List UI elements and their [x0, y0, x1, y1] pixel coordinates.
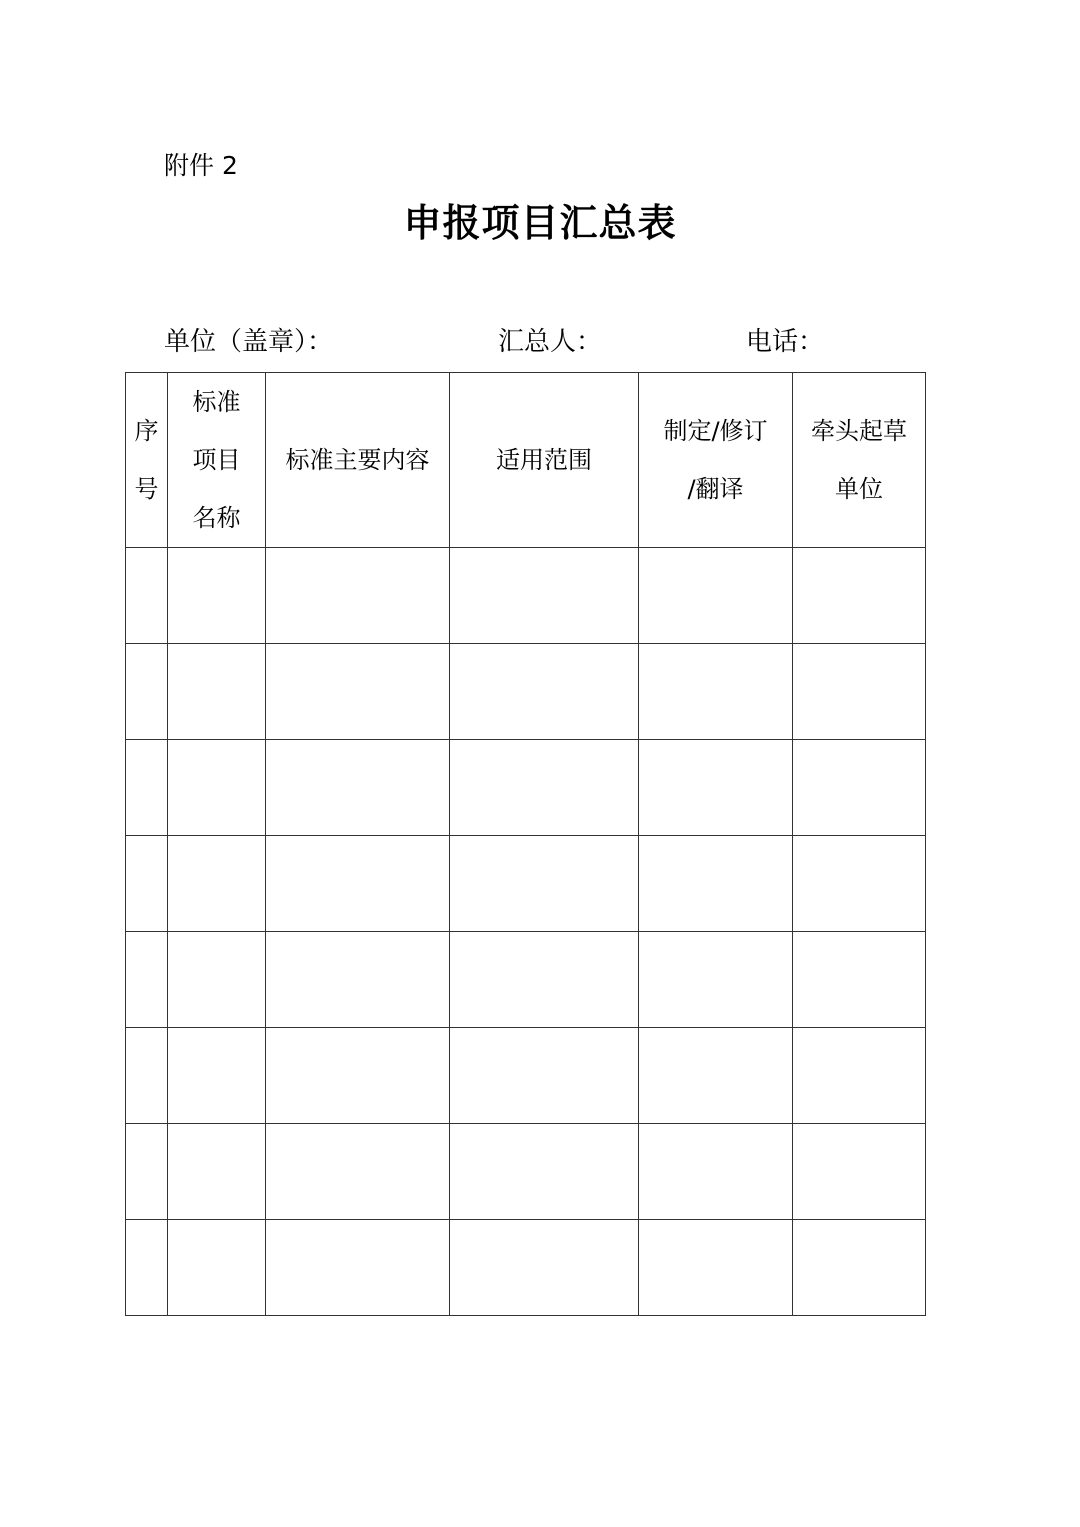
- table-cell-name[interactable]: [168, 1124, 266, 1220]
- table-cell-scope[interactable]: [450, 644, 639, 740]
- table-cell-name[interactable]: [168, 1028, 266, 1124]
- table-row: [126, 836, 926, 932]
- table-cell-type[interactable]: [639, 932, 793, 1028]
- table-cell-org[interactable]: [793, 932, 926, 1028]
- column-header-line: 项目: [192, 446, 241, 474]
- table-cell-scope[interactable]: [450, 548, 639, 644]
- table-row: [126, 548, 926, 644]
- table-cell-content[interactable]: [266, 1124, 450, 1220]
- table-body: [126, 548, 926, 1316]
- table-cell-scope[interactable]: [450, 932, 639, 1028]
- unit-seal-label: 单位（盖章）：: [164, 327, 334, 357]
- table-cell-org[interactable]: [793, 1124, 926, 1220]
- document-title: 申报项目汇总表: [403, 200, 677, 245]
- column-header-line: 标准: [192, 388, 241, 416]
- table-cell-scope[interactable]: [450, 740, 639, 836]
- column-header-org: [793, 373, 926, 548]
- table-cell-type[interactable]: [639, 836, 793, 932]
- table-cell-scope[interactable]: [450, 1220, 639, 1316]
- table-cell-org[interactable]: [793, 1028, 926, 1124]
- column-header-type: [639, 373, 793, 548]
- column-header-name: [168, 373, 266, 548]
- table-cell-name[interactable]: [168, 740, 266, 836]
- column-header-line: 标准主要内容: [285, 446, 430, 474]
- table-cell-seq[interactable]: [126, 1124, 168, 1220]
- table-cell-content[interactable]: [266, 836, 450, 932]
- table-cell-content[interactable]: [266, 932, 450, 1028]
- table-cell-seq[interactable]: [126, 644, 168, 740]
- table-row: [126, 932, 926, 1028]
- table-cell-content[interactable]: [266, 740, 450, 836]
- table-cell-seq[interactable]: [126, 548, 168, 644]
- column-header-scope: [450, 373, 639, 548]
- table-cell-content[interactable]: [266, 1028, 450, 1124]
- table-cell-type[interactable]: [639, 1220, 793, 1316]
- table-row: [126, 1124, 926, 1220]
- table-row: [126, 644, 926, 740]
- table-cell-content[interactable]: [266, 644, 450, 740]
- table-cell-scope[interactable]: [450, 1124, 639, 1220]
- table-cell-scope[interactable]: [450, 1028, 639, 1124]
- table-cell-type[interactable]: [639, 1028, 793, 1124]
- column-header-line: 号: [134, 475, 159, 503]
- summarizer-label: 汇总人：: [498, 327, 603, 357]
- table-cell-content[interactable]: [266, 548, 450, 644]
- column-header-line: 适用范围: [496, 446, 592, 474]
- column-header-seq: [126, 373, 168, 548]
- table-cell-org[interactable]: [793, 836, 926, 932]
- table-cell-content[interactable]: [266, 1220, 450, 1316]
- table-cell-scope[interactable]: [450, 836, 639, 932]
- table-cell-name[interactable]: [168, 932, 266, 1028]
- table-cell-seq[interactable]: [126, 740, 168, 836]
- column-header-line: 牵头起草: [811, 417, 907, 445]
- table-cell-seq[interactable]: [126, 1220, 168, 1316]
- column-header-line: 单位: [835, 475, 883, 503]
- table-cell-seq[interactable]: [126, 932, 168, 1028]
- summary-table: [125, 372, 926, 1316]
- table-cell-org[interactable]: [793, 740, 926, 836]
- column-header-line: 制定/修订: [663, 417, 768, 445]
- table-cell-seq[interactable]: [126, 836, 168, 932]
- column-header-content: [266, 373, 450, 548]
- table-cell-name[interactable]: [168, 836, 266, 932]
- table-cell-org[interactable]: [793, 548, 926, 644]
- table-row: [126, 740, 926, 836]
- table-cell-seq[interactable]: [126, 1028, 168, 1124]
- table-cell-type[interactable]: [639, 548, 793, 644]
- table-cell-name[interactable]: [168, 1220, 266, 1316]
- table-cell-name[interactable]: [168, 548, 266, 644]
- table-cell-type[interactable]: [639, 740, 793, 836]
- phone-label: 电话：: [746, 327, 825, 357]
- header-row: [126, 373, 926, 548]
- table-cell-org[interactable]: [793, 644, 926, 740]
- table-row: [126, 1220, 926, 1316]
- table-cell-type[interactable]: [639, 644, 793, 740]
- table-cell-name[interactable]: [168, 644, 266, 740]
- table-cell-org[interactable]: [793, 1220, 926, 1316]
- table-cell-type[interactable]: [639, 1124, 793, 1220]
- column-header-line: /翻译: [687, 475, 744, 503]
- column-header-line: 名称: [192, 504, 241, 532]
- attachment-label: 附件 2: [164, 151, 238, 180]
- table-row: [126, 1028, 926, 1124]
- column-header-line: 序: [134, 417, 159, 445]
